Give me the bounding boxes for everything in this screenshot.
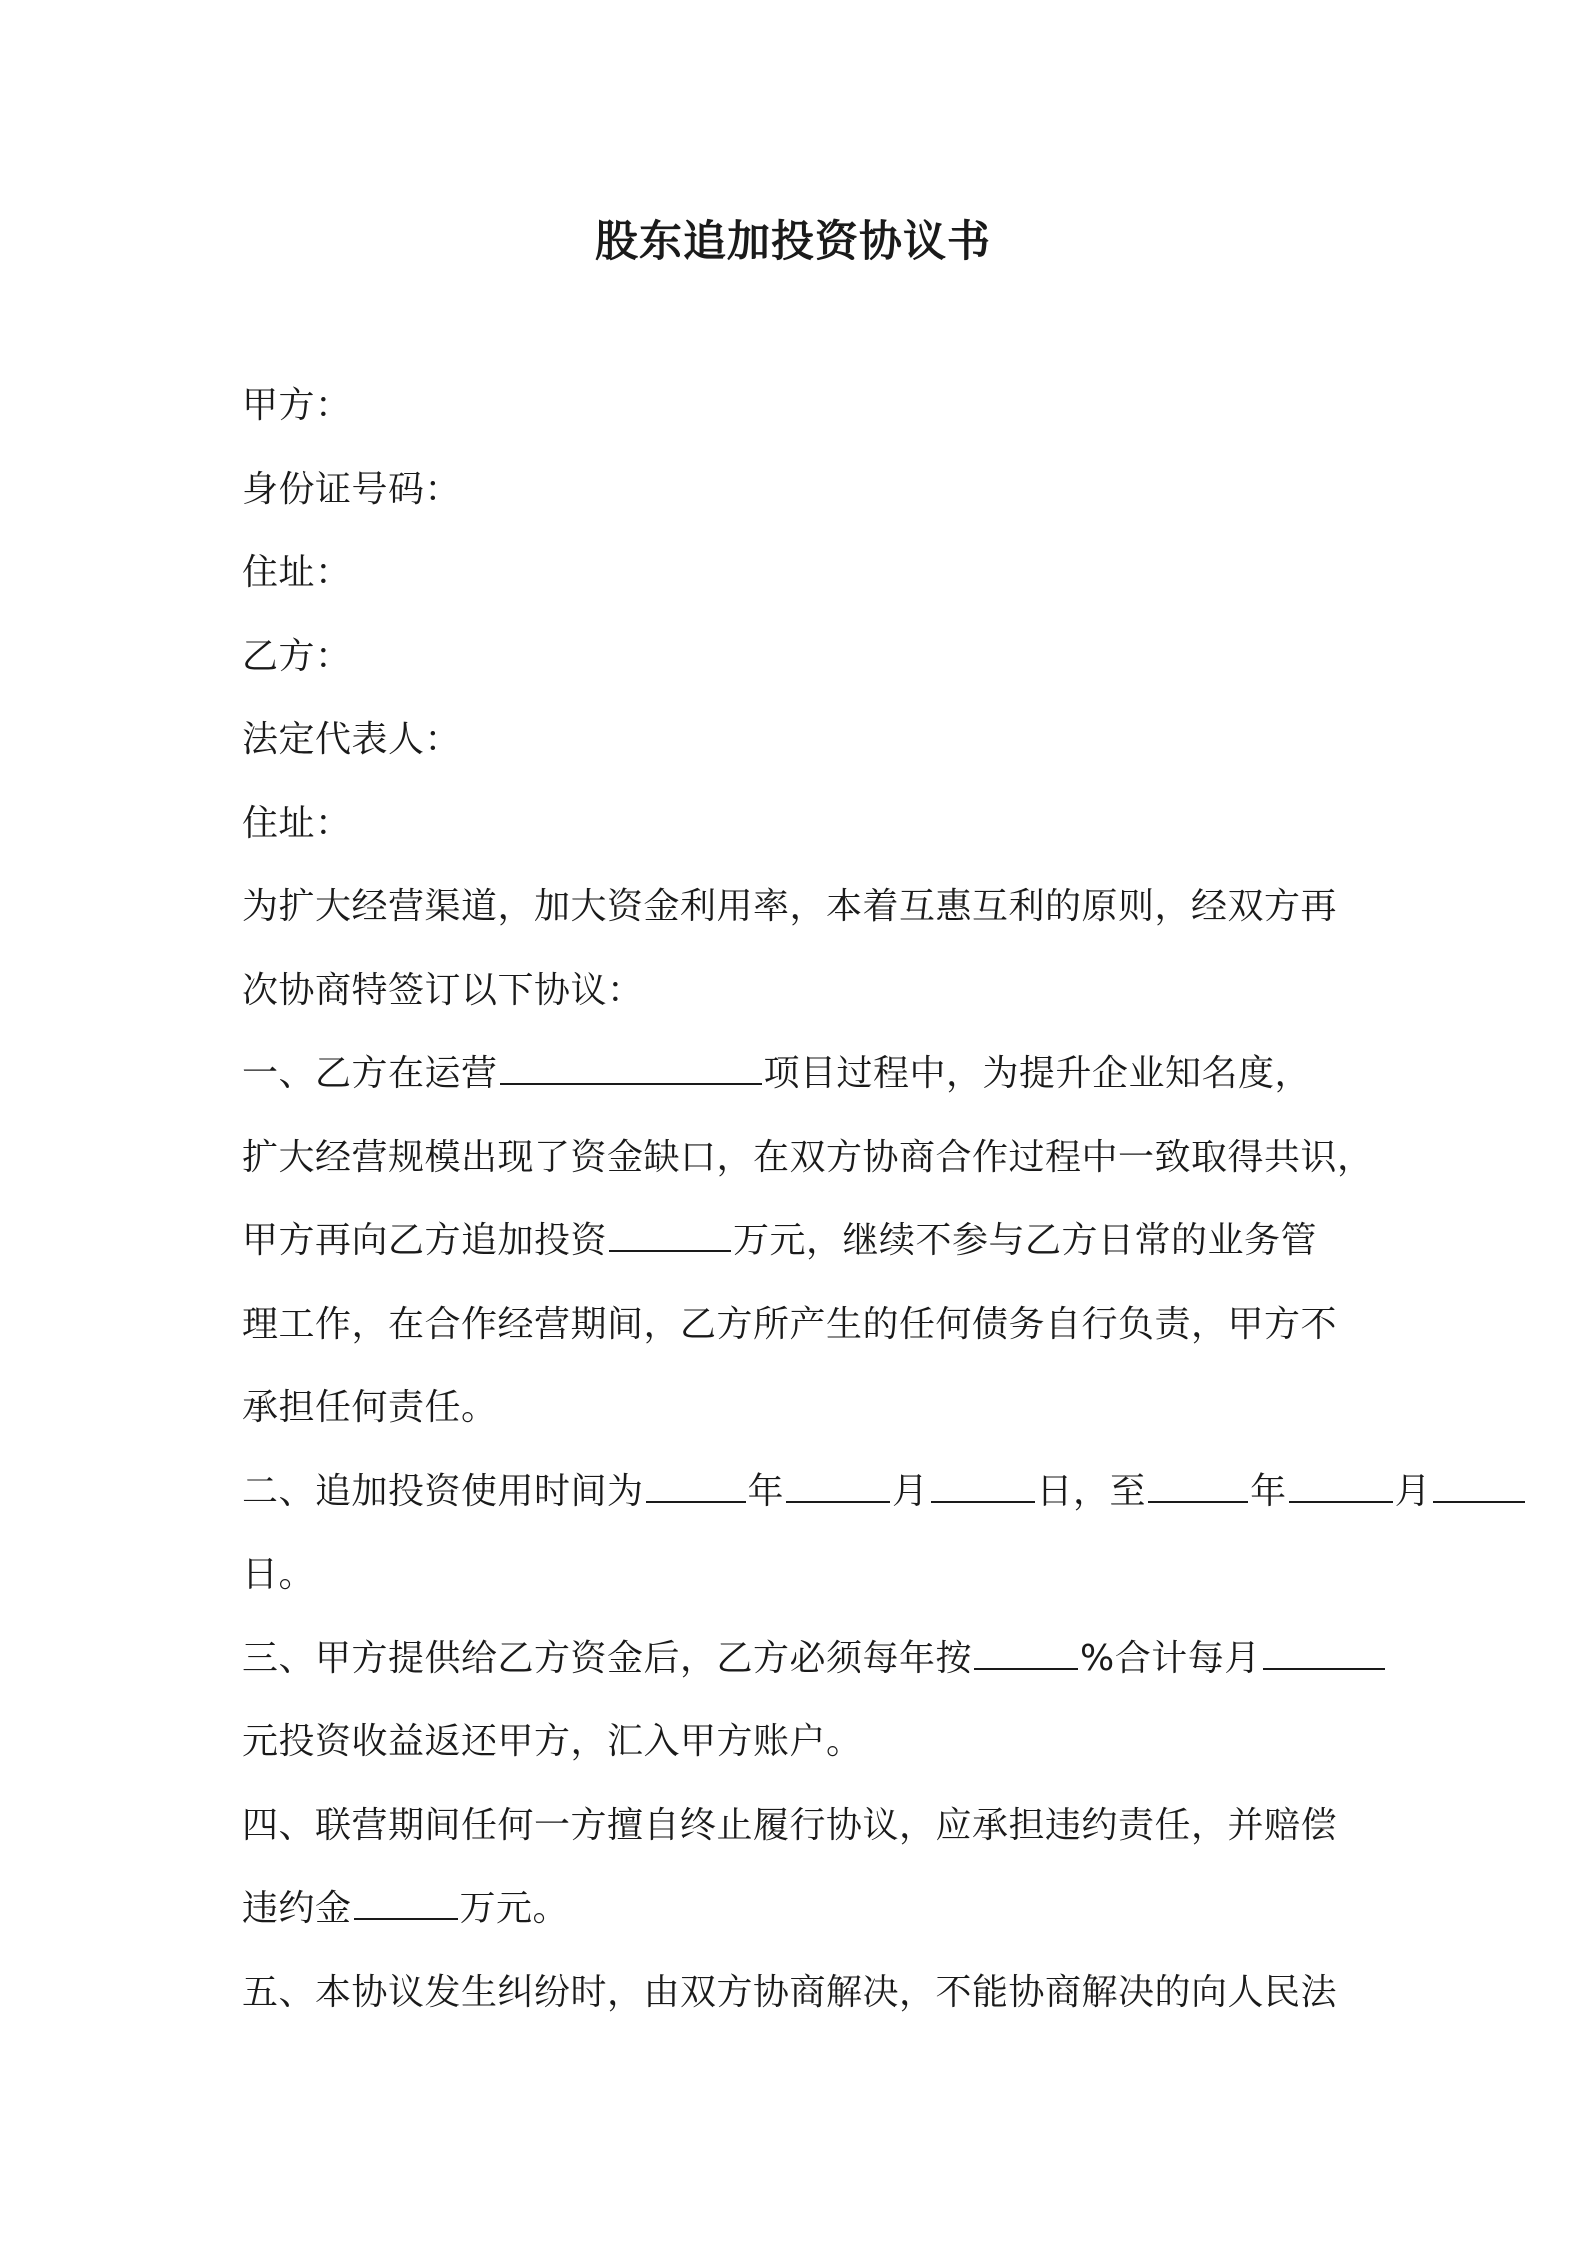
clause-1-text-b: 项目过程中，为提升企业知名度，: [763, 1053, 1312, 1094]
party-a-id-label: 身份证号码：: [242, 468, 462, 510]
clause-2-line-2: 日。: [242, 1554, 316, 1595]
clause-4-text-b: 万元。: [459, 1888, 570, 1929]
clause-2-year-2: 年: [1250, 1470, 1287, 1512]
party-b-address-label: 住址：: [242, 802, 352, 844]
clause-2-day-to: 日，至: [1036, 1470, 1147, 1512]
clause-3-line-2: 元投资收益返还甲方，汇入甲方账户。: [242, 1721, 863, 1762]
penalty-amount-blank: [354, 1888, 458, 1920]
clause-2-text-a: 二、追加投资使用时间为: [242, 1470, 644, 1512]
clause-3-line-1: [242, 1617, 1367, 1701]
clause-4-line-2: [242, 1867, 1367, 1951]
clause-4-text-a: 违约金: [242, 1888, 352, 1929]
monthly-amount-blank: [1263, 1638, 1385, 1670]
clause-2-month-2: 月: [1394, 1470, 1432, 1512]
clause-1-line-4: 理工作，在合作经营期间，乙方所产生的任何债务自行负责，甲方不: [242, 1303, 1338, 1345]
clause-2-month: 月: [892, 1470, 929, 1512]
clause-4-line-1: 四、联营期间任何一方擅自终止履行协议，应承担违约责任，并赔偿: [242, 1804, 1338, 1846]
clause-2-year: 年: [747, 1470, 785, 1512]
preamble-line-1: 为扩大经营渠道，加大资金利用率，本着互惠互利的原则，经双方再: [242, 886, 1338, 927]
start-month-blank: [786, 1471, 890, 1503]
investment-amount-blank: [609, 1220, 731, 1252]
document-title: 股东追加投资协议书: [595, 217, 991, 267]
party-b-rep-label: 法定代表人：: [242, 719, 462, 760]
project-name-blank: [500, 1053, 762, 1085]
clause-1-text-a: 一、乙方在运营: [242, 1053, 498, 1094]
clause-1-line-2: 扩大经营规模出现了资金缺口，在双方协商合作过程中一致取得共识，: [242, 1136, 1374, 1178]
end-month-blank: [1289, 1471, 1393, 1503]
clause-2-line-1: [242, 1450, 1432, 1534]
start-year-blank: [646, 1471, 746, 1503]
clause-1-line-1: [242, 1032, 1367, 1116]
document-body: [242, 364, 1432, 2034]
end-year-blank: [1148, 1471, 1248, 1503]
party-a-label: 甲方：: [242, 385, 352, 426]
clause-1-text-d: 万元，继续不参与乙方日常的业务管: [733, 1220, 1318, 1261]
party-a-address-label: 住址：: [242, 552, 352, 593]
clause-3-text-b: %合计每月: [1080, 1637, 1261, 1679]
clause-1-text-c: 甲方再向乙方追加投资: [242, 1220, 608, 1261]
annual-rate-blank: [974, 1638, 1078, 1670]
clause-1-line-5: 承担任何责任。: [242, 1387, 498, 1428]
end-day-blank: [1433, 1471, 1525, 1503]
preamble-line-2: 次协商特签订以下协议：: [242, 969, 644, 1011]
party-b-label: 乙方：: [242, 635, 352, 677]
clause-5-line-1: 五、本协议发生纠纷时，由双方协商解决，不能协商解决的向人民法: [242, 1971, 1338, 2013]
start-day-blank: [931, 1471, 1035, 1503]
clause-1-line-3: [242, 1199, 1367, 1283]
clause-3-text-a: 三、甲方提供给乙方资金后，乙方必须每年按: [242, 1637, 973, 1679]
